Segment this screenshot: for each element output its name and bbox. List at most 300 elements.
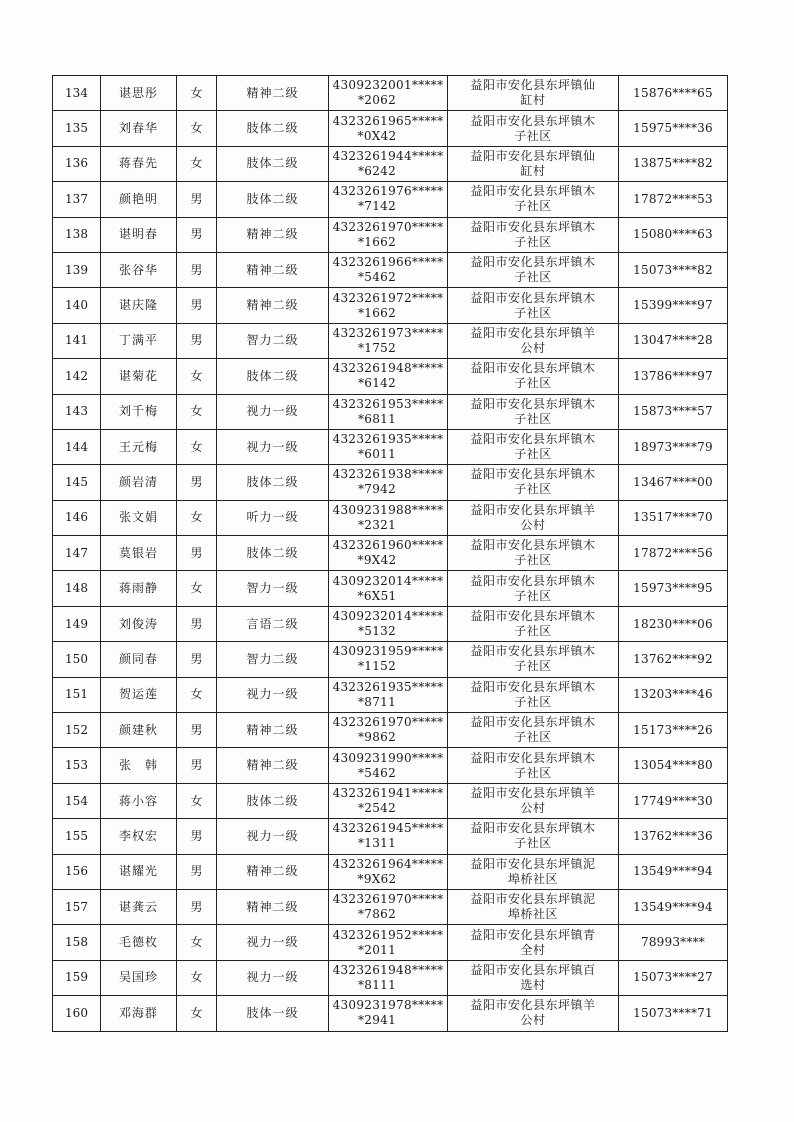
address-line-1: 益阳市安化县东坪镇仙	[470, 148, 596, 163]
address-line-2: 子社区	[514, 128, 552, 143]
person-name: 张 韩	[101, 748, 177, 783]
disability-level: 视力一级	[217, 925, 329, 960]
table-row	[53, 394, 728, 429]
id-number-line-1: 4323261952*****	[332, 927, 444, 942]
address	[448, 854, 619, 889]
row-number: 153	[53, 748, 101, 783]
address	[448, 819, 619, 854]
disability-level: 精神二级	[217, 288, 329, 323]
id-number-line-2: *2321	[357, 517, 397, 532]
row-number: 160	[53, 996, 101, 1031]
address-line-2: 子社区	[514, 730, 552, 745]
row-number: 156	[53, 854, 101, 889]
id-number-line-1: 4323261972*****	[332, 290, 444, 305]
address	[448, 465, 619, 500]
disability-roster-table	[52, 75, 728, 1032]
address	[448, 146, 619, 181]
gender: 男	[177, 536, 217, 571]
id-number-line-2: *9X62	[357, 871, 397, 886]
table-row	[53, 713, 728, 748]
person-name: 谌菊花	[101, 359, 177, 394]
address-line-2: 子社区	[514, 447, 552, 462]
address	[448, 394, 619, 429]
id-number	[329, 748, 448, 783]
id-number	[329, 854, 448, 889]
phone-number: 13054****80	[619, 748, 728, 783]
address	[448, 748, 619, 783]
table-row	[53, 217, 728, 252]
address	[448, 713, 619, 748]
id-number-line-2: *2062	[357, 93, 397, 108]
address-line-1: 益阳市安化县东坪镇木	[470, 644, 596, 659]
row-number: 151	[53, 677, 101, 712]
address-line-1: 益阳市安化县东坪镇木	[470, 432, 596, 447]
address-line-1: 益阳市安化县东坪镇木	[470, 290, 596, 305]
disability-level: 听力一级	[217, 500, 329, 535]
person-name: 刘俊涛	[101, 606, 177, 641]
phone-number: 18973****79	[619, 429, 728, 464]
id-number-line-1: 4323261935*****	[332, 679, 444, 694]
disability-level: 肢体二级	[217, 146, 329, 181]
address-line-2: 子社区	[514, 376, 552, 391]
id-number-line-2: *6142	[357, 376, 397, 391]
address-line-2: 子社区	[514, 553, 552, 568]
person-name: 蒋小容	[101, 783, 177, 818]
disability-level: 视力一级	[217, 394, 329, 429]
gender: 女	[177, 111, 217, 146]
id-number-line-1: 4323261935*****	[332, 432, 444, 447]
row-number: 135	[53, 111, 101, 146]
table-row	[53, 252, 728, 287]
address-line-1: 益阳市安化县东坪镇泥	[470, 856, 596, 871]
row-number: 137	[53, 182, 101, 217]
table-row	[53, 536, 728, 571]
phone-number: 15073****71	[619, 996, 728, 1031]
address-line-1: 益阳市安化县东坪镇木	[470, 715, 596, 730]
phone-number: 13549****94	[619, 854, 728, 889]
id-number-line-2: *7862	[357, 907, 397, 922]
address-line-1: 益阳市安化县东坪镇木	[470, 573, 596, 588]
phone-number: 13762****36	[619, 819, 728, 854]
row-number: 136	[53, 146, 101, 181]
table-row	[53, 642, 728, 677]
address	[448, 606, 619, 641]
id-number-line-1: 4323261948*****	[332, 962, 444, 977]
disability-level: 视力一级	[217, 429, 329, 464]
gender: 男	[177, 217, 217, 252]
address-line-1: 益阳市安化县东坪镇木	[470, 679, 596, 694]
gender: 男	[177, 252, 217, 287]
address	[448, 536, 619, 571]
address-line-1: 益阳市安化县东坪镇木	[470, 750, 596, 765]
address	[448, 571, 619, 606]
id-number	[329, 111, 448, 146]
address-line-2: 子社区	[514, 836, 552, 851]
address-line-2: 子社区	[514, 588, 552, 603]
disability-level: 智力二级	[217, 642, 329, 677]
id-number-line-1: 4309231990*****	[332, 750, 444, 765]
id-number-line-2: *6011	[357, 447, 397, 462]
id-number-line-2: *0X42	[357, 128, 397, 143]
table-row	[53, 323, 728, 358]
id-number-line-2: *7142	[357, 199, 397, 214]
row-number: 139	[53, 252, 101, 287]
person-name: 丁满平	[101, 323, 177, 358]
address-line-2: 子社区	[514, 234, 552, 249]
row-number: 144	[53, 429, 101, 464]
gender: 女	[177, 500, 217, 535]
person-name: 李权宏	[101, 819, 177, 854]
address	[448, 323, 619, 358]
person-name: 莫银岩	[101, 536, 177, 571]
gender: 女	[177, 996, 217, 1031]
row-number: 143	[53, 394, 101, 429]
id-number-line-1: 4323261970*****	[332, 715, 444, 730]
disability-level: 精神二级	[217, 889, 329, 924]
address	[448, 783, 619, 818]
row-number: 146	[53, 500, 101, 535]
id-number-line-2: *7942	[357, 482, 397, 497]
address-line-2: 子社区	[514, 765, 552, 780]
address	[448, 76, 619, 111]
id-number-line-1: 4323261938*****	[332, 467, 444, 482]
phone-number: 17872****53	[619, 182, 728, 217]
id-number-line-2: *6811	[357, 411, 397, 426]
phone-number: 15073****27	[619, 960, 728, 995]
table-row	[53, 960, 728, 995]
address	[448, 677, 619, 712]
row-number: 134	[53, 76, 101, 111]
id-number-line-1: 4323261964*****	[332, 856, 444, 871]
disability-level: 肢体二级	[217, 465, 329, 500]
id-number	[329, 677, 448, 712]
table-row	[53, 429, 728, 464]
disability-level: 智力一级	[217, 571, 329, 606]
phone-number: 15876****65	[619, 76, 728, 111]
id-number	[329, 500, 448, 535]
row-number: 141	[53, 323, 101, 358]
id-number	[329, 429, 448, 464]
person-name: 颜艳明	[101, 182, 177, 217]
table-row	[53, 996, 728, 1031]
row-number: 157	[53, 889, 101, 924]
disability-level: 精神二级	[217, 854, 329, 889]
id-number-line-2: *1662	[357, 234, 397, 249]
address-line-1: 益阳市安化县东坪镇木	[470, 396, 596, 411]
row-number: 149	[53, 606, 101, 641]
person-name: 谌庆隆	[101, 288, 177, 323]
address	[448, 182, 619, 217]
table-row	[53, 465, 728, 500]
gender: 女	[177, 394, 217, 429]
id-number-line-2: *1662	[357, 305, 397, 320]
phone-number: 17749****30	[619, 783, 728, 818]
phone-number: 13875****82	[619, 146, 728, 181]
gender: 女	[177, 146, 217, 181]
person-name: 刘春华	[101, 111, 177, 146]
id-number-line-1: 4323261965*****	[332, 113, 444, 128]
id-number-line-2: *1311	[357, 836, 397, 851]
address-line-1: 益阳市安化县东坪镇木	[470, 184, 596, 199]
phone-number: 13549****94	[619, 889, 728, 924]
address-line-2: 子社区	[514, 411, 552, 426]
id-number	[329, 819, 448, 854]
person-name: 贺运莲	[101, 677, 177, 712]
address-line-2: 缸村	[520, 93, 546, 108]
row-number: 159	[53, 960, 101, 995]
disability-level: 精神二级	[217, 252, 329, 287]
id-number	[329, 783, 448, 818]
id-number-line-1: 4323261970*****	[332, 892, 444, 907]
table-row	[53, 146, 728, 181]
id-number	[329, 571, 448, 606]
address-line-1: 益阳市安化县东坪镇木	[470, 467, 596, 482]
id-number-line-1: 4323261960*****	[332, 538, 444, 553]
disability-level: 肢体二级	[217, 536, 329, 571]
person-name: 蒋雨静	[101, 571, 177, 606]
id-number	[329, 713, 448, 748]
phone-number: 13203****46	[619, 677, 728, 712]
disability-level: 视力一级	[217, 677, 329, 712]
address	[448, 500, 619, 535]
address-line-1: 益阳市安化县东坪镇木	[470, 113, 596, 128]
gender: 女	[177, 571, 217, 606]
phone-number: 15080****63	[619, 217, 728, 252]
phone-number: 17872****56	[619, 536, 728, 571]
address-line-1: 益阳市安化县东坪镇羊	[470, 786, 596, 800]
phone-number: 15399****97	[619, 288, 728, 323]
phone-number: 18230****06	[619, 606, 728, 641]
address-line-1: 益阳市安化县东坪镇泥	[470, 892, 596, 907]
person-name: 谌明春	[101, 217, 177, 252]
address-line-1: 益阳市安化县东坪镇木	[470, 361, 596, 376]
person-name: 颜岩清	[101, 465, 177, 500]
person-name: 刘千梅	[101, 394, 177, 429]
id-number	[329, 323, 448, 358]
gender: 女	[177, 925, 217, 960]
gender: 女	[177, 783, 217, 818]
id-number-line-1: 4323261944*****	[332, 148, 444, 163]
id-number	[329, 606, 448, 641]
phone-number: 78993****	[619, 925, 728, 960]
id-number-line-1: 4309231988*****	[332, 502, 444, 517]
address-line-2: 子社区	[514, 694, 552, 709]
id-number-line-2: *6X51	[357, 588, 397, 603]
phone-number: 15973****95	[619, 571, 728, 606]
row-number: 147	[53, 536, 101, 571]
table-row	[53, 500, 728, 535]
disability-level: 肢体一级	[217, 996, 329, 1031]
row-number: 145	[53, 465, 101, 500]
address	[448, 288, 619, 323]
id-number	[329, 182, 448, 217]
address-line-2: 埠桥社区	[507, 871, 558, 886]
id-number-line-1: 4323261945*****	[332, 821, 444, 836]
gender: 男	[177, 854, 217, 889]
id-number-line-2: *5462	[357, 270, 397, 285]
address-line-2: 子社区	[514, 624, 552, 639]
row-number: 152	[53, 713, 101, 748]
phone-number: 13517****70	[619, 500, 728, 535]
address-line-2: 埠桥社区	[507, 907, 558, 922]
row-number: 150	[53, 642, 101, 677]
person-name: 谌耀光	[101, 854, 177, 889]
gender: 女	[177, 677, 217, 712]
table-row	[53, 288, 728, 323]
id-number-line-2: *2011	[357, 942, 397, 957]
person-name: 张文娟	[101, 500, 177, 535]
id-number	[329, 960, 448, 995]
person-name: 谌龚云	[101, 889, 177, 924]
id-number-line-2: *5132	[357, 624, 397, 639]
id-number	[329, 288, 448, 323]
gender: 男	[177, 642, 217, 677]
address-line-1: 益阳市安化县东坪镇百	[470, 962, 596, 977]
id-number-line-1: 4309232014*****	[332, 609, 444, 624]
row-number: 140	[53, 288, 101, 323]
disability-level: 肢体二级	[217, 182, 329, 217]
address-line-1: 益阳市安化县东坪镇羊	[470, 998, 596, 1013]
address-line-2: 公村	[520, 801, 546, 815]
address-line-2: 公村	[520, 340, 546, 355]
gender: 女	[177, 76, 217, 111]
id-number-line-1: 4323261941*****	[332, 786, 444, 800]
table-row	[53, 571, 728, 606]
phone-number: 15873****57	[619, 394, 728, 429]
address	[448, 642, 619, 677]
gender: 男	[177, 182, 217, 217]
address	[448, 217, 619, 252]
person-name: 王元梅	[101, 429, 177, 464]
id-number	[329, 889, 448, 924]
table-row	[53, 111, 728, 146]
address-line-2: 子社区	[514, 305, 552, 320]
disability-level: 精神二级	[217, 76, 329, 111]
gender: 男	[177, 713, 217, 748]
person-name: 张谷华	[101, 252, 177, 287]
person-name: 邓海群	[101, 996, 177, 1031]
id-number-line-2: *5462	[357, 765, 397, 780]
id-number-line-2: *9862	[357, 730, 397, 745]
disability-level: 精神二级	[217, 748, 329, 783]
table-row	[53, 606, 728, 641]
id-number	[329, 996, 448, 1031]
person-name: 蒋春先	[101, 146, 177, 181]
phone-number: 13467****00	[619, 465, 728, 500]
address-line-2: 子社区	[514, 199, 552, 214]
gender: 女	[177, 960, 217, 995]
address-line-1: 益阳市安化县东坪镇木	[470, 609, 596, 624]
id-number	[329, 252, 448, 287]
row-number: 142	[53, 359, 101, 394]
id-number	[329, 394, 448, 429]
gender: 女	[177, 429, 217, 464]
disability-level: 肢体二级	[217, 111, 329, 146]
address-line-1: 益阳市安化县东坪镇羊	[470, 502, 596, 517]
id-number	[329, 536, 448, 571]
disability-level: 精神二级	[217, 217, 329, 252]
table-row	[53, 677, 728, 712]
address-line-2: 公村	[520, 1013, 546, 1028]
table-row	[53, 925, 728, 960]
address-line-2: 缸村	[520, 163, 546, 178]
id-number-line-1: 4323261976*****	[332, 184, 444, 199]
disability-level: 肢体二级	[217, 783, 329, 818]
address-line-1: 益阳市安化县东坪镇仙	[470, 78, 596, 93]
id-number-line-2: *2941	[357, 1013, 397, 1028]
table-row	[53, 182, 728, 217]
disability-level: 言语二级	[217, 606, 329, 641]
phone-number: 13786****97	[619, 359, 728, 394]
id-number-line-1: 4323261953*****	[332, 396, 444, 411]
person-name: 毛德枚	[101, 925, 177, 960]
address-line-1: 益阳市安化县东坪镇青	[470, 927, 596, 942]
row-number: 155	[53, 819, 101, 854]
id-number-line-2: *6242	[357, 163, 397, 178]
id-number-line-1: 4309232014*****	[332, 573, 444, 588]
address	[448, 889, 619, 924]
table-row	[53, 889, 728, 924]
disability-level: 视力一级	[217, 819, 329, 854]
address	[448, 925, 619, 960]
id-number-line-2: *1152	[357, 659, 397, 674]
disability-level: 智力二级	[217, 323, 329, 358]
gender: 男	[177, 323, 217, 358]
address-line-2: 子社区	[514, 659, 552, 674]
phone-number: 15173****26	[619, 713, 728, 748]
address	[448, 429, 619, 464]
id-number-line-2: *2542	[357, 801, 397, 815]
gender: 男	[177, 288, 217, 323]
disability-level: 视力一级	[217, 960, 329, 995]
address-line-1: 益阳市安化县东坪镇木	[470, 538, 596, 553]
id-number-line-1: 4309232001*****	[332, 78, 444, 93]
row-number: 138	[53, 217, 101, 252]
disability-level: 肢体二级	[217, 359, 329, 394]
address-line-1: 益阳市安化县东坪镇木	[470, 219, 596, 234]
id-number-line-1: 4323261948*****	[332, 361, 444, 376]
address-line-1: 益阳市安化县东坪镇木	[470, 255, 596, 270]
table-row	[53, 783, 728, 818]
phone-number: 15975****36	[619, 111, 728, 146]
roster-table-body	[53, 76, 728, 1032]
id-number	[329, 642, 448, 677]
row-number: 158	[53, 925, 101, 960]
gender: 男	[177, 465, 217, 500]
id-number-line-2: *8711	[357, 694, 397, 709]
id-number-line-1: 4309231978*****	[332, 998, 444, 1013]
id-number-line-2: *8111	[357, 977, 397, 992]
id-number	[329, 217, 448, 252]
address-line-1: 益阳市安化县东坪镇羊	[470, 325, 596, 340]
disability-level: 精神二级	[217, 713, 329, 748]
gender: 女	[177, 359, 217, 394]
person-name: 谌思彤	[101, 76, 177, 111]
id-number	[329, 146, 448, 181]
row-number: 148	[53, 571, 101, 606]
person-name: 颜建秋	[101, 713, 177, 748]
address	[448, 359, 619, 394]
address	[448, 996, 619, 1031]
id-number-line-1: 4309231959*****	[332, 644, 444, 659]
id-number-line-1: 4323261970*****	[332, 219, 444, 234]
id-number	[329, 465, 448, 500]
id-number-line-2: *1752	[357, 340, 397, 355]
person-name: 颜同春	[101, 642, 177, 677]
id-number-line-1: 4323261966*****	[332, 255, 444, 270]
id-number	[329, 925, 448, 960]
gender: 男	[177, 889, 217, 924]
